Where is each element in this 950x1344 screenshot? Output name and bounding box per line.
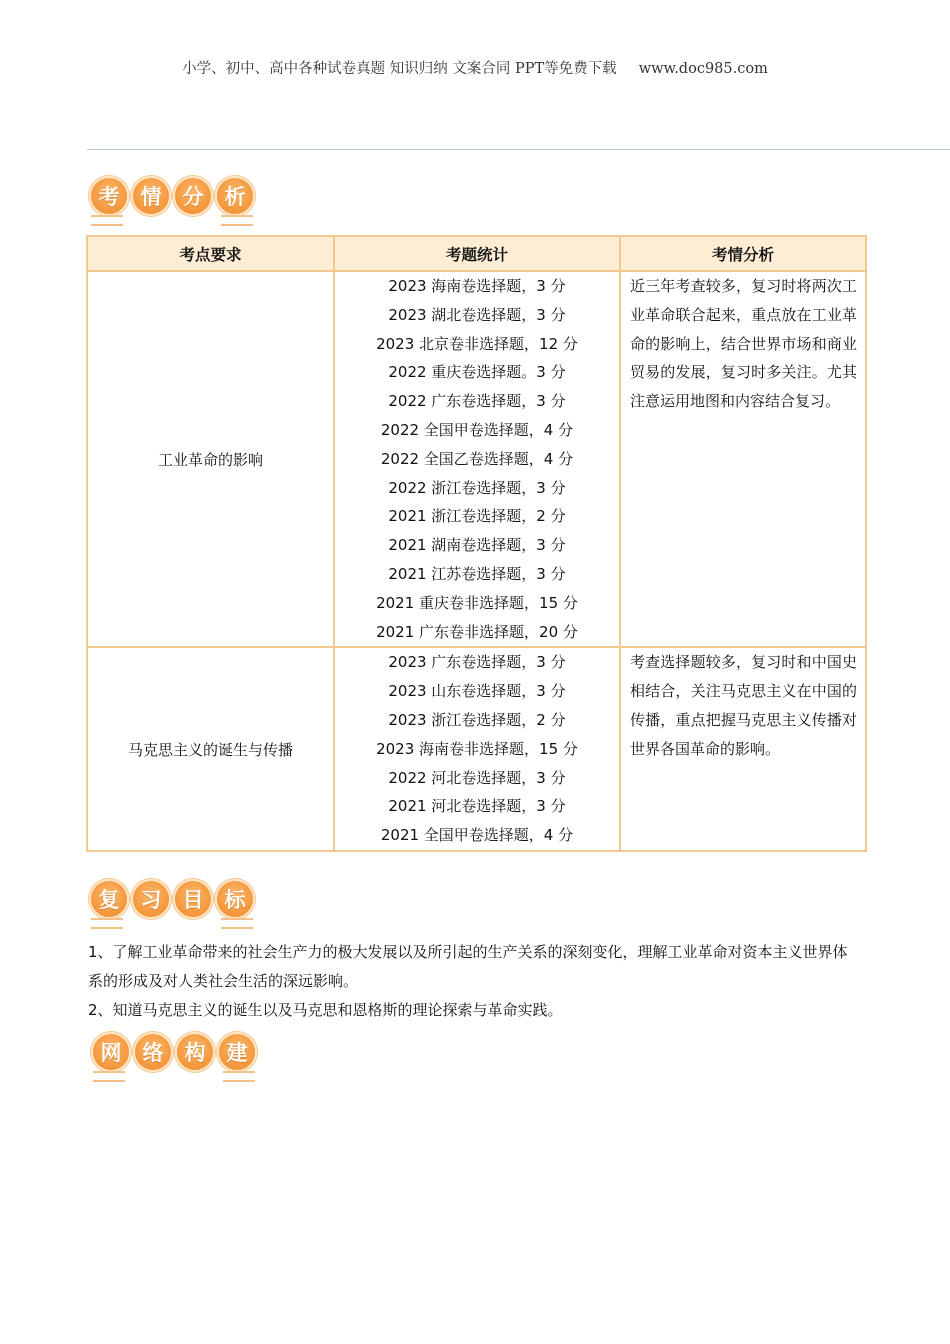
stat-line: 2023 山东卷选择题，3 分 — [388, 682, 566, 701]
stat-line: 2022 浙江卷选择题，3 分 — [388, 478, 566, 497]
title-char: 考 — [89, 176, 129, 216]
title-char: 建 — [217, 1032, 257, 1072]
header-divider — [87, 149, 950, 150]
stat-line: 2023 浙江卷选择题，2 分 — [388, 710, 566, 729]
stats-cell — [334, 271, 620, 647]
title-char: 分 — [173, 176, 213, 216]
column-header: 考点要求 — [87, 236, 334, 271]
section-title-analysis — [89, 176, 255, 216]
title-char: 情 — [131, 176, 171, 216]
stat-line: 2022 重庆卷选择题。3 分 — [388, 363, 566, 382]
stat-line: 2023 北京卷非选择题，12 分 — [376, 334, 578, 353]
title-char: 习 — [131, 879, 171, 919]
title-decoration — [93, 1071, 125, 1082]
review-goals — [88, 938, 858, 1025]
stat-line: 2021 湖南卷选择题，3 分 — [388, 536, 566, 555]
analysis-cell: 考查选择题较多，复习时和中国史相结合，关注马克思主义在中国的传播，重点把握马克思主义传播对世界各国革命的影响。 — [620, 647, 866, 851]
stat-line: 2023 湖北卷选择题，3 分 — [388, 305, 566, 324]
table-header-row — [87, 236, 866, 271]
title-decoration — [221, 215, 253, 226]
stat-line: 2023 海南卷选择题，3 分 — [388, 277, 566, 295]
stat-line: 2022 全国乙卷选择题，4 分 — [380, 449, 574, 468]
requirement-cell: 工业革命的影响 — [87, 271, 334, 647]
stat-line: 2021 江苏卷选择题，3 分 — [388, 564, 566, 583]
stat-line: 2021 全国甲卷选择题，4 分 — [380, 826, 574, 845]
title-char: 复 — [89, 879, 129, 919]
title-char: 标 — [215, 879, 255, 919]
stat-line: 2021 河北卷选择题，3 分 — [388, 797, 566, 816]
header-text: 小学、初中、高中各种试卷真题 知识归纳 文案合同 PPT等免费下载 — [182, 61, 617, 77]
stat-line: 2021 浙江卷选择题，2 分 — [388, 507, 566, 526]
title-decoration — [223, 1071, 255, 1082]
title-char: 络 — [133, 1032, 173, 1072]
title-decoration — [91, 215, 123, 226]
stat-line: 2022 全国甲卷选择题，4 分 — [380, 420, 574, 439]
stat-line: 2021 重庆卷非选择题，15 分 — [376, 593, 578, 612]
goal-item: 2、知道马克思主义的诞生以及马克思和恩格斯的理论探索与革命实践。 — [88, 1001, 563, 1019]
exam-analysis-table — [86, 235, 867, 852]
title-char: 网 — [91, 1032, 131, 1072]
table-row — [87, 271, 866, 647]
stat-line: 2022 河北卷选择题，3 分 — [388, 768, 566, 787]
table-row — [87, 647, 866, 851]
title-decoration — [221, 918, 253, 929]
analysis-cell: 近三年考查较多，复习时将两次工业革命联合起来，重点放在工业革命的影响上，结合世界市场和商业贸易的发展，复习时多关注。尤其注意运用地图和内容结合复习。 — [620, 271, 866, 647]
stat-line: 2023 广东卷选择题，3 分 — [388, 653, 566, 672]
stats-cell — [334, 647, 620, 851]
header-url[interactable]: www.doc985.com — [638, 61, 768, 77]
title-decoration — [91, 918, 123, 929]
column-header: 考题统计 — [334, 236, 620, 271]
title-char: 析 — [215, 176, 255, 216]
requirement-cell: 马克思主义的诞生与传播 — [87, 647, 334, 851]
title-char: 构 — [175, 1032, 215, 1072]
column-header: 考情分析 — [620, 236, 866, 271]
page-header — [0, 57, 950, 78]
stat-line: 2021 广东卷非选择题，20 分 — [376, 622, 578, 641]
title-char: 目 — [173, 879, 213, 919]
section-title-network — [91, 1032, 257, 1072]
goal-item: 1、了解工业革命带来的社会生产力的极大发展以及所引起的生产关系的深刻变化，理解工业革命对资本主义世界体系的形成及对人类社会生活的深远影响。 — [88, 943, 848, 990]
stat-line: 2022 广东卷选择题，3 分 — [388, 392, 566, 411]
section-title-goals — [89, 879, 255, 919]
stat-line: 2023 海南卷非选择题，15 分 — [376, 739, 578, 758]
